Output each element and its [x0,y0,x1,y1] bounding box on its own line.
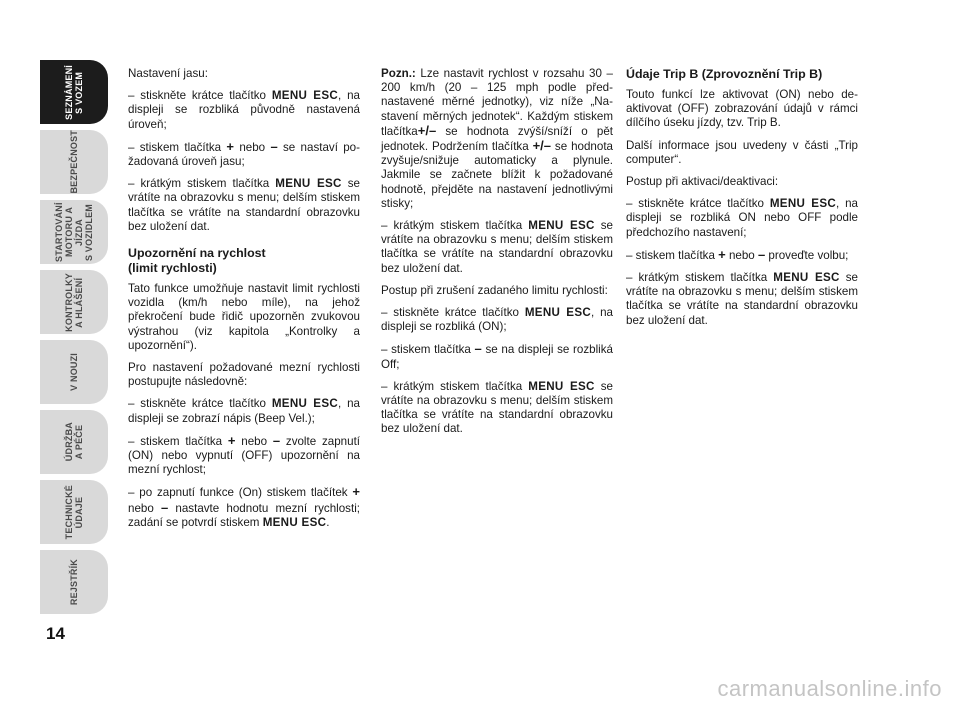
tab-label: KONTROLKY A HLÁŠENÍ [64,272,84,332]
text: – krátkým stiskem tlačítka [626,271,774,285]
plus-symbol: + [352,484,360,500]
tab-label: BEZPEČNOST [69,130,79,194]
tab-v-nouzi[interactable] [40,340,108,404]
plus-symbol: + [718,246,726,262]
paragraph [381,284,613,298]
minus-symbol: – [757,246,766,262]
paragraph [128,177,360,234]
paragraph [381,342,613,371]
tab-label: V NOUZI [69,353,79,391]
text: – stiskněte krátce tlačítko [128,89,272,103]
minus-symbol: – [474,341,482,357]
section-heading [128,246,360,276]
paragraph [381,219,613,276]
section-heading: Údaje Trip B (Zprovoznění Trip B) [626,67,823,81]
minus-symbol: – [270,138,278,154]
text: – krátkým stiskem tlačítka [381,219,529,233]
plus-minus-symbol: +/– [417,122,437,138]
paragraph [626,271,858,328]
paragraph [626,139,858,167]
paragraph [128,485,360,530]
plus-symbol: + [227,432,236,448]
text: – krátkým stiskem tlačítka [128,177,276,191]
text: Tato funkce umožňuje nastavit limit rychlosti vozidla (km/h nebo míle), na jehož překročení bude řidič upozorněn zvukovou výstrahou (viz kapitola „Kontrolky a upozornění“). [128,282,360,352]
text: nastavte hodnotu mezní rychlosti; zadání se potvrdí stiskem [128,501,361,529]
text: – stiskem tlačítka [626,248,719,262]
paragraph [128,89,360,132]
tab-technicke-udaje[interactable] [40,480,108,544]
text: se na displeji se rozbliká Off; [381,343,613,371]
tab-rejstrik[interactable] [40,550,108,614]
paragraph [626,88,858,131]
menu-esc-key: MENU ESC [528,379,595,393]
text: se vrátíte na obrazovku s menu; delším stiskem tlačítka se vrátíte na standardní obrazovku bez uložení dat. [381,219,613,275]
text: – po zapnutí funkce (On) stiskem tlačítek [128,486,353,500]
text: – stiskněte krátce tlačítko [128,397,272,411]
menu-esc-key: MENU ESC [524,306,592,320]
paragraph [626,175,858,189]
menu-esc-key: MENU ESC [271,89,339,103]
text: – stiskem tlačítka [381,343,475,357]
text: – stiskněte krátce tlačítko [381,306,525,320]
tab-label: SEZNÁMENÍ S VOZEM [64,64,84,120]
text: se nastaví požadovaná úroveň jasu; [128,140,361,169]
text: Další informace jsou uvedeny v části „Trip computer“. [626,138,858,166]
text: . [326,515,330,529]
text: , na displeji se rozbliká (ON); [381,306,613,334]
text: Postup při zrušení zadaného limitu rychlosti: [381,283,608,297]
paragraph [128,434,360,478]
text: Touto funkcí lze aktivovat (ON) nebo deaktivovat (OFF) zobrazování údajů v rámci dílčího úseku jízdy, tzv. Trip B. [626,88,858,130]
paragraph [381,380,613,437]
menu-esc-key: MENU ESC [262,515,327,529]
paragraph [128,397,360,425]
tab-label: TECHNICKÉ ÚDAJE [64,484,84,540]
text: , na displeji se rozbliká ON nebo OFF podle předchozího nastavení; [626,197,858,239]
tab-label: ÚDRŽBA A PÉČE [64,422,84,462]
tab-kontrolky[interactable] [40,270,108,334]
heading-line: Upozornění na rychlost [128,246,266,261]
text: – stiskněte krátce tlačítko [626,197,770,211]
paragraph [128,361,360,389]
text: nebo [725,248,758,262]
plus-minus-symbol: +/– [532,138,552,154]
minus-symbol: – [160,499,169,515]
text: , na displeji se zobrazí nápis (Beep Vel.); [128,397,360,425]
paragraph [128,67,360,81]
tab-bezpecnost[interactable] [40,130,108,194]
paragraph [381,306,613,334]
watermark: carmanualsonline.info [717,676,942,701]
text: se hodnota zvyšuje/snižuje automaticky a plynule. Jakmile se začnete blížit k požadované hodnotě, přejděte na nastavení jednotlivými stisky; [381,140,613,210]
text: – stiskem tlačítka [128,434,228,448]
text: Nastavení jasu: [128,67,208,80]
paragraph [381,67,613,211]
page-number: 14 [46,624,65,643]
text-column-1 [128,67,360,538]
text: nebo [234,140,271,154]
text: Lze nastavit rychlost v rozsahu 30 – 200 km/h (20 – 125 mph podle přednastavené měrné jednotky), viz níže „Nastavení měrných jednotek“. Každým stiskem tlačítka [381,67,613,138]
note-label: Pozn.: [381,67,416,80]
tab-startovani[interactable] [40,200,108,264]
text-column-2 [381,67,613,445]
text: se vrátíte na obrazovku s menu; delším stiskem tlačítka se vrátíte na standardní obrazovku bez uložení dat. [381,379,613,436]
tab-udrzba[interactable] [40,410,108,474]
text: – krátkým stiskem tlačítka [381,379,529,393]
text: se vrátíte na obrazovku s menu; delším stiskem tlačítka se vrátíte na standardní obrazovku bez uložení dat. [128,177,360,233]
tab-label: REJSTŘÍK [69,558,79,606]
tab-seznameni-s-vozem[interactable] [40,60,108,124]
text: se vrátíte na obrazovku s menu; delším stiskem tlačítka se vrátíte na standardní obrazovku bez uložení dat. [626,271,858,327]
text: Postup při aktivaci/deaktivaci: [626,175,779,189]
paragraph [128,140,360,169]
text: – stiskem tlačítka [128,140,227,154]
text: , na displeji se rozbliká původně nastavená úroveň; [128,89,360,131]
text: proveďte volbu; [765,248,849,262]
section-tabs [40,60,108,620]
paragraph [626,248,858,263]
menu-esc-key: MENU ESC [275,177,342,191]
menu-esc-key: MENU ESC [769,197,837,211]
text-column-3 [626,67,858,336]
text: nebo [128,501,161,515]
menu-esc-key: MENU ESC [271,397,339,411]
text: se hodnota zvýší/sníží o pět jednotek. Podržením tlačítka [381,124,613,154]
menu-esc-key: MENU ESC [773,271,840,285]
menu-esc-key: MENU ESC [528,219,595,233]
plus-symbol: + [226,138,235,154]
paragraph [128,282,360,353]
paragraph [626,197,858,240]
text: Pro nastavení požadované mezní rychlosti postupujte následovně: [128,361,360,389]
heading-line: (limit rychlosti) [128,261,217,276]
minus-symbol: – [272,432,281,448]
text: zvolte zapnutí (ON) nebo vypnutí (OFF) upozornění na mezní rychlost; [128,434,361,477]
tab-label: STARTOVÁNÍ MOTORU A JÍZDA S VOZIDLEM [54,202,94,262]
text: nebo [235,434,273,448]
